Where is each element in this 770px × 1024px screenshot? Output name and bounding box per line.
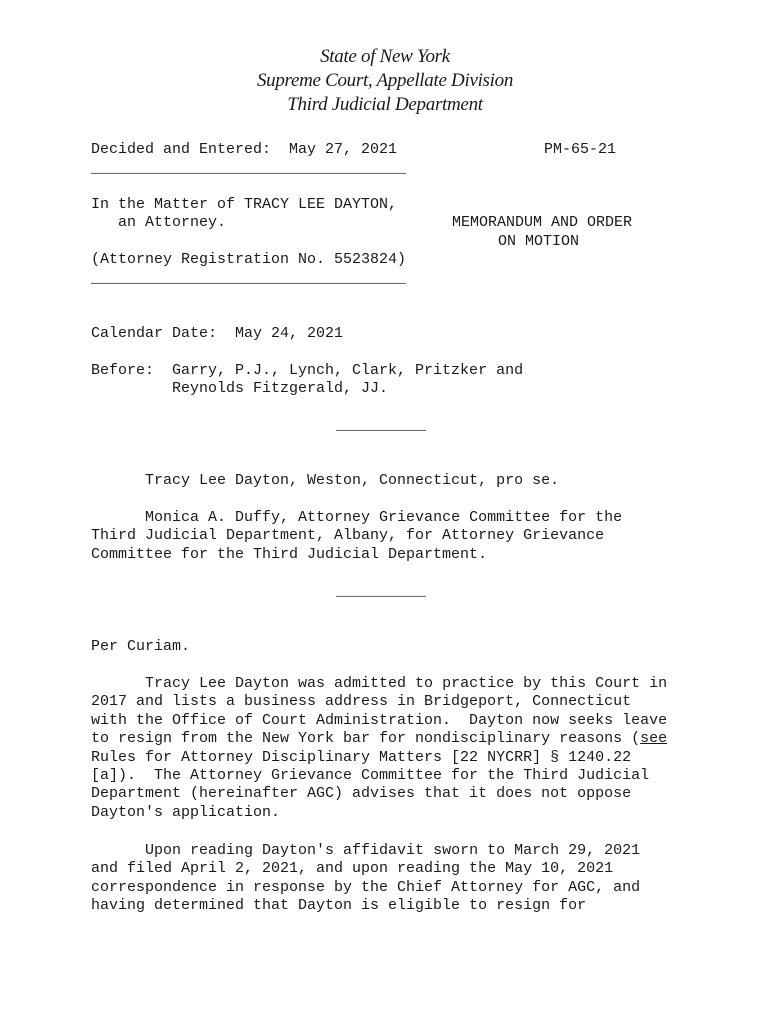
citation-signal: see (640, 730, 668, 748)
section-divider: __________ (336, 583, 427, 600)
section-divider: __________ (336, 417, 427, 434)
appearance-respondent: Tracy Lee Dayton, Weston, Connecticut, pro se. (91, 472, 560, 489)
per-curiam: Per Curiam. (91, 638, 191, 655)
opinion-text: Tracy Lee Dayton was admitted to practice by this Court in 2017 and lists a business address in Bridgeport, Connecticut with the Office of Court Administration. Dayton now seeks leave to resign from the New York bar for nondisciplinary reasons ( (91, 675, 668, 748)
caption-rule-top: ___________________________________ (91, 160, 407, 177)
appearance-agc: Monica A. Duffy, Attorney Grievance Committee for the Third Judicial Department, Albany, for Attorney Grievance Committee for the Third Judicial Department. (91, 509, 623, 563)
opinion-paragraph-1 (91, 675, 691, 822)
header-state: State of New York (320, 46, 450, 67)
docket-number: PM-65-21 (544, 141, 617, 158)
opinion-text: Rules for Attorney Disciplinary Matters [22 NYCRR] § 1240.22 [a]). The Attorney Grievance Committee for the Third Judicial Department (hereinafter AGC) advises that it does not oppose Dayton's application. (91, 748, 650, 821)
calendar-date: Calendar Date: May 24, 2021 (91, 325, 344, 342)
caption-registration: (Attorney Registration No. 5523824) (91, 251, 407, 268)
decided-entered: Decided and Entered: May 27, 2021 (91, 141, 398, 158)
header-department: Third Judicial Department (287, 94, 483, 115)
opinion-paragraph-2: Upon reading Dayton's affidavit sworn to March 29, 2021 and filed April 2, 2021, and upon reading the May 10, 2021 correspondence in response by the Chief Attorney for AGC, and having determined that Dayton is eligible to resign for (91, 842, 641, 915)
before-justices-line1: Before: Garry, P.J., Lynch, Clark, Pritzker and (91, 362, 524, 379)
caption-matter: In the Matter of TRACY LEE DAYTON, (91, 196, 398, 213)
caption-rule-bottom: ___________________________________ (91, 270, 407, 287)
header-court: Supreme Court, Appellate Division (256, 70, 514, 91)
before-justices-line2: Reynolds Fitzgerald, JJ. (91, 380, 389, 397)
caption-attorney: an Attorney. (91, 214, 227, 231)
memorandum-title: MEMORANDUM AND ORDER (452, 214, 633, 231)
memorandum-subtitle: ON MOTION (498, 233, 580, 250)
